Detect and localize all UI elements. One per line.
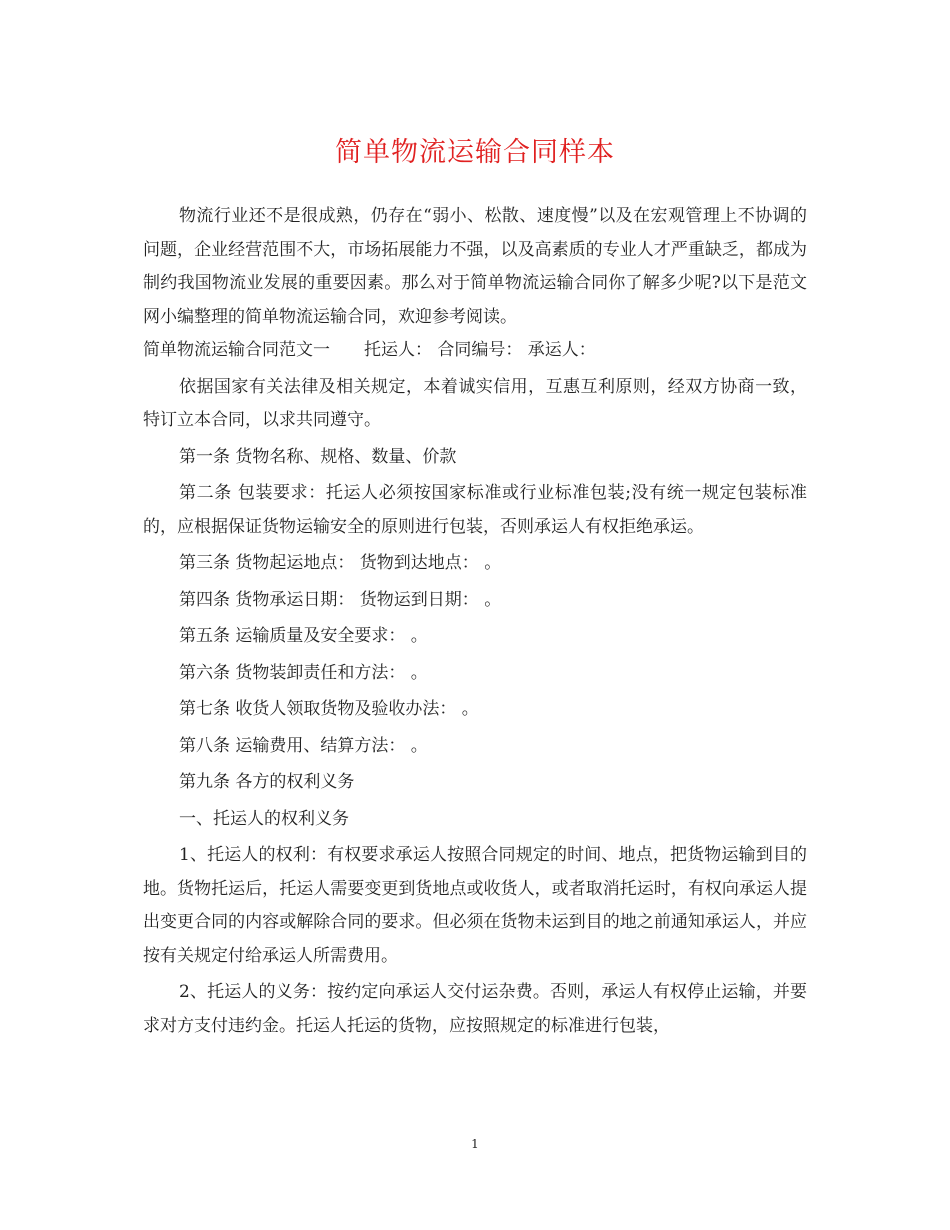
paragraph: 第四条 货物承运日期： 货物运到日期： 。 [179,589,502,610]
paragraph: 第九条 各方的权利义务 [179,772,355,792]
paragraph: 一、托运人的权利义务 [179,808,349,829]
paragraph: 第六条 货物装卸责任和方法： 。 [179,662,428,683]
paragraph: 简单物流运输合同范文一 托运人： 合同编号： 承运人： [143,340,596,360]
paragraph: 第七条 收货人领取货物及验收办法： 。 [179,699,479,719]
paragraph: 第三条 货物起运地点： 货物到达地点： 。 [179,553,502,573]
paragraph: 第五条 运输质量及安全要求： 。 [179,626,428,646]
paragraph: 1、托运人的权利：有权要求承运人按照合同规定的时间、地点，把货物运输到目的地。货物托运后，托运人需要变更到货地点或收货人，或者取消托运时，有权向承运人提出变更合同的内容或解除合同的要求。但必须在货物未运到目的地之前通知承运人，并应按有关规定付给承运人所需费用。 [143,845,807,966]
paragraph: 2、托运人的义务：按约定向承运人交付运杂费。否则，承运人有权停止运输，并要求对方支付违约金。托运人托运的货物，应按照规定的标准进行包装， [143,982,807,1036]
paragraph: 依据国家有关法律及相关规定，本着诚实信用，互惠互利原则，经双方协商一致，特订立本合同，以求共同遵守。 [143,376,807,430]
paragraph: 第一条 货物名称、规格、数量、价款 [179,446,457,467]
page-number: 1 [471,1137,479,1151]
paragraph: 第八条 运输费用、结算方法： 。 [179,735,428,756]
paragraph: 物流行业还不是很成熟，仍存在“弱小、松散、速度慢”以及在宏观管理上不协调的问题，企业经营范围不大，市场拓展能力不强，以及高素质的专业人才严重缺乏，都成为制约我国物流业发展的重要因素。那么对于简单物流运输合同你了解多少呢?以下是范文网小编整理的简单物流运输合同，欢迎参考阅读。 [143,206,807,327]
document-body [143,200,807,1043]
document-title: 简单物流运输合同样本 [335,137,615,168]
paragraph: 第二条 包装要求：托运人必须按国家标准或行业标准包装;没有统一规定包装标准的，应根据保证货物运输安全的原则进行包装，否则承运人有权拒绝承运。 [143,483,807,537]
